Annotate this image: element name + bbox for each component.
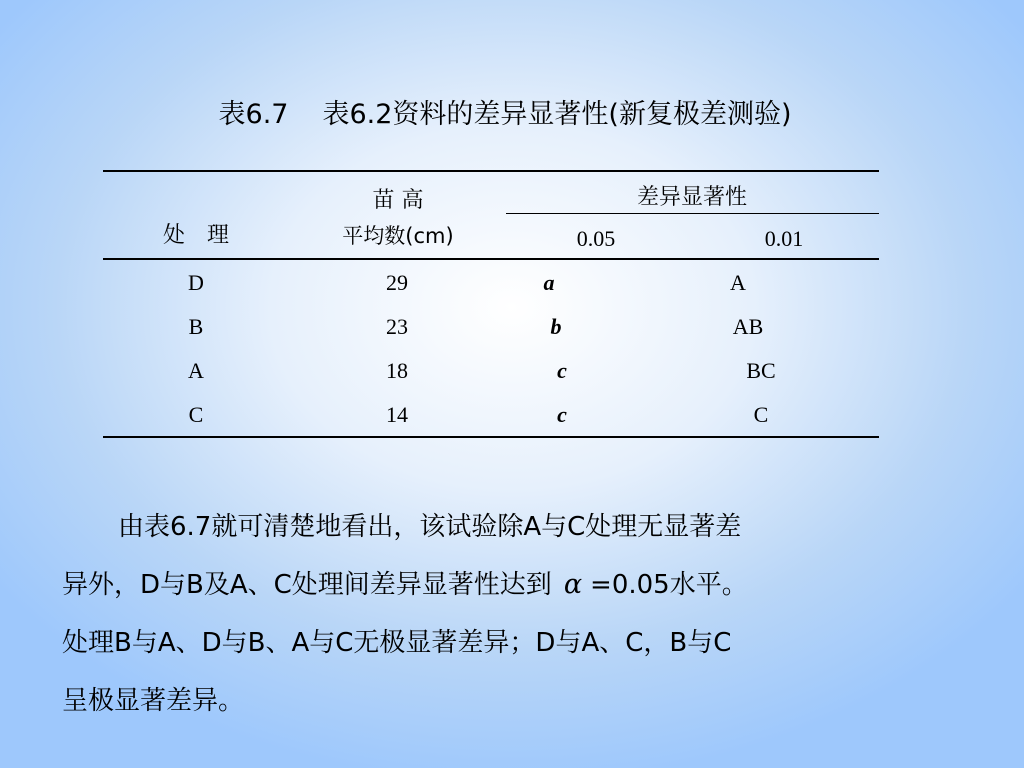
table-caption: 表6.2资料的差异显著性(新复极差测验): [322, 99, 792, 130]
paragraph-line-2-end: =0.05水平。: [590, 570, 748, 600]
table-row-4-sig001: C: [753, 402, 769, 427]
header-treatment: 处 理: [162, 223, 230, 248]
table-row-4-sig005: c: [557, 402, 567, 427]
paragraph-line-3: 处理B与A、D与B、A与C无极显著差异；D与A、C，B与C: [62, 628, 732, 658]
header-level-005: 0.05: [576, 226, 616, 251]
table-title: [0, 92, 1010, 131]
table-number: 表6.7: [218, 99, 289, 130]
paragraph-line-1: 由表6.7就可清楚地看出，该试验除A与C处理无显著差: [118, 512, 742, 542]
header-height-line2: 平均数(cm): [342, 224, 454, 248]
paragraph-line-2-start: 异外，D与B及A、C处理间差异显著性达到: [62, 570, 552, 600]
table-row-3-treatment: A: [188, 358, 204, 383]
table-bottom-rule: [103, 436, 879, 438]
table-top-rule: [103, 170, 879, 172]
table-row-2-sig005: b: [550, 314, 562, 339]
table-row-1-sig001: A: [730, 270, 746, 295]
table-row-4-mean: 14: [386, 402, 408, 427]
significance-header-rule: [506, 213, 879, 214]
table-row-2-mean: 23: [386, 314, 408, 339]
table-row-3-sig005: c: [557, 358, 567, 383]
table-row-1-sig005: a: [543, 270, 555, 295]
table-header-rule: [103, 258, 879, 260]
header-height-line1: 苗 高: [372, 188, 424, 213]
table-row-1-mean: 29: [386, 270, 408, 295]
header-significance: 差异显著性: [636, 185, 748, 210]
header-level-001: 0.01: [764, 226, 804, 251]
explanation-paragraph: [62, 498, 942, 730]
paragraph-line-4: 呈极显著差异。: [62, 686, 245, 716]
table-row-3-sig001: BC: [746, 358, 776, 383]
table-row-3-mean: 18: [386, 358, 408, 383]
alpha-symbol: α: [563, 569, 583, 600]
table-row-1-treatment: D: [188, 270, 204, 295]
table-row-4-treatment: C: [188, 402, 204, 427]
table-row-2-treatment: B: [188, 314, 204, 339]
table-row-2-sig001: AB: [732, 314, 764, 339]
